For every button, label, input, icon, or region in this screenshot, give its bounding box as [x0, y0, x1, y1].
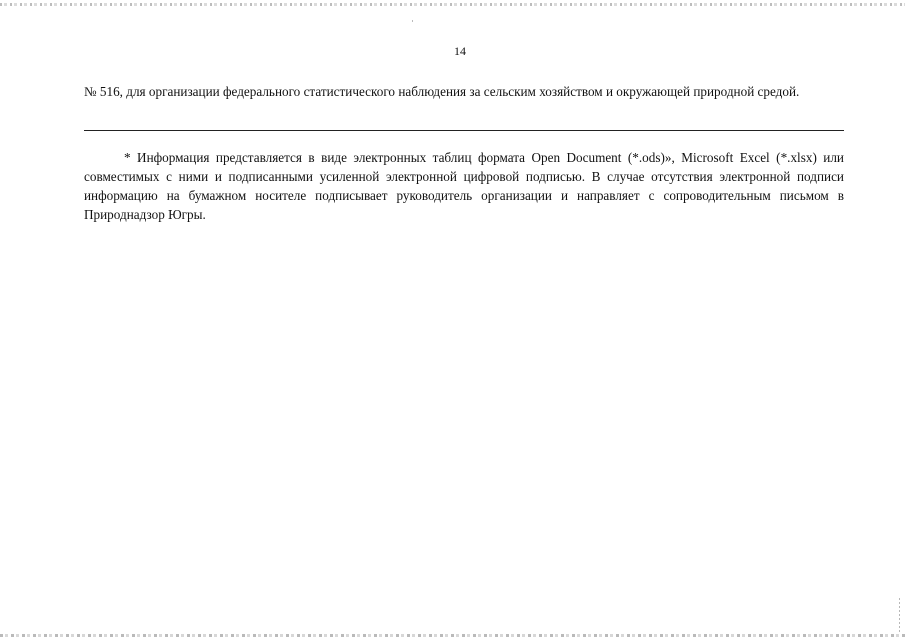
scan-edge-right [899, 598, 900, 634]
footnote-text: * Информация представляется в виде электронных таблиц формата Open Document (*.ods)», Microsoft Excel (*.xlsx) или совместимых с ними и подписанными усиленной электронной цифровой подписью. В случае отсутствия электронной подписи информацию на бумажном носителе подписывает руководитель организации и направляет с сопроводительным письмом в Природнадзор Югры. [84, 150, 844, 222]
page-number: 14 [454, 44, 466, 58]
scan-edge-top [0, 3, 905, 6]
body-text-line: № 516, для организации федерального статистического наблюдения за сельским хозяйством и окружающей природной средой. [84, 84, 800, 99]
scan-edge-bottom [0, 634, 905, 637]
scan-speck [412, 20, 413, 22]
footnote-separator [84, 130, 844, 131]
